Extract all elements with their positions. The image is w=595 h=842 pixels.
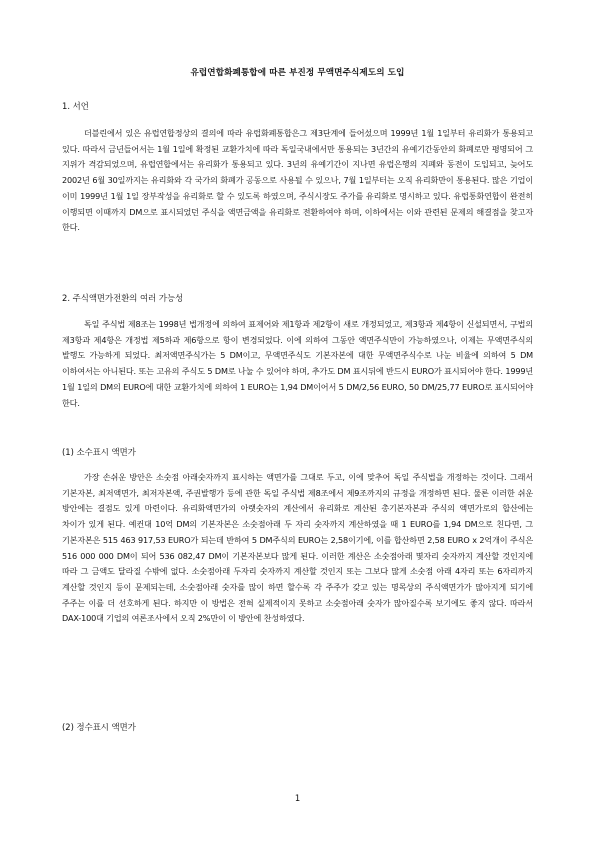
section-heading-conversion-options: 2. 주식액면가전환의 여러 가능성 xyxy=(62,293,184,303)
paragraph-conversion-options: 독일 주식법 제8조는 1998년 법개정에 의하여 표제어와 제1항과 제2항이 새로 개정되었고, 제3항과 제4항이 신설되면서, 구법의 제3항과 제4항은 개정법 제5하과 제6항으로 항이 변경되었다. 이에 의하여 그동안 액면주식만이 가능하였으나, 이제는 무액면주식의 발행도 가능하게 되었다. 최저액면주식가는 5 DM이고, 무액면주식도 기본자본에 대한 무액면주식수로 나눈 비율에 의하여 5 DM 이하여서는 아니된다. 또는 고유의 주식도 5 DM로 나눌 수 있어야 하며, 추가도 DM 표시뒤에 반드시 EURO가 표시되어야 한다. 1999년 1월 1일의 DM의 EURO에 대한 교환가치에 의하여 1 EURO는 1,94 DM이어서 5 DM/2,56 EURO, 50 DM/25,77 EURO로 표시되어야 한다. xyxy=(62,319,533,408)
page-number: 1 xyxy=(294,793,301,803)
section-heading-decimal-par-value: (1) 소수표시 액면가 xyxy=(62,447,136,457)
section-heading-introduction: 1. 서언 xyxy=(62,101,89,111)
paragraph-introduction: 더블린에서 있은 유럽연합정상의 결의에 따라 유럽화폐통합은그 제3단계에 들어섰으며 1999년 1월 1일부터 유리화가 통용되고 있다. 따라서 금년들어서는 1월 1일에 확정된 교환가치에 따라 독일국내에서만 통용되는 3년간의 유예기간동안의 화폐로만 평명되어 그 지위가 격감되었으며, 유럽연합에서는 유리화가 통용되고 있다. 3년의 유예기간이 지나면 유럽은행의 지폐와 동전이 도입되고, 늦어도 2002년 6월 30일까지는 유리화와 각 국가의 화폐가 공동으로 사용될 수 있으나, 7월 1일부터는 오직 유리화만이 통용된다. 많은 기업이 이미 1999년 1월 1일 장부작성을 유리화로 할 수 있도록 하였으며, 주식시장도 주가를 유리화로 명시하고 있다. 유럽통화연합이 완전히 이행되면 이때까지 DM으로 표시되었던 주식을 액면금액을 유리화로 전환하여야 하며, 이하에서는 이와 관련된 문제의 해결점을 찾고자 한다. xyxy=(62,128,533,233)
paragraph-decimal-par-value: 가장 손쉬운 방안은 소숫점 아래숫자까지 표시하는 액면가를 그대로 두고, 이에 맞추어 독일 주식법을 개정하는 것이다. 그래서 기본자본, 최저액면가, 최저자본액, 주권발행가 등에 관한 독일 주식법 제8조에서 제9조까지의 규정을 개정하면 된다. 물론 이러한 쉬운 방안에는 결점도 있게 마련이다. 유리화액면가의 아랫숫자의 계산에서 유리화로 계산된 총기본자본과 주식의 액면가로의 합산에는 차이가 있게 된다. 예컨대 10억 DM의 기본자본은 소숫점아래 두 자리 숫자까지 계산하였을 때 1 EURO를 1,94 DM으로 친다면, 그 기본자본은 515 463 917,53 EURO가 되는데 반하여 5 DM주식의 EURO는 2,58이기에, 이를 합산하면 2,58 EURO x 2억개이 주식은 516 000 000 DM이 되어 536 082,47 DM이 기본자본보다 많게 된다. 이러한 계산은 소숫점아래 몇자리 숫자까지 계산할 것인지에 따라 그 금액도 달라질 수밖에 없다. 소숫점아래 두자리 숫자까지 계산할 것인지 또는 그보다 많게 소숫점 아래 4자리 또는 6자리까지 계산할 것인지 등이 문제되는데, 소숫점아래 숫자를 많이 하면 할수록 각 주주가 갖고 있는 명목상의 주식액면가가 많아지게 되기에 주주는 이를 더 선호하게 된다. 하지만 이 방법은 전혀 실제적이지 못하고 소숫점아래 숫자가 많아질수록 보기에도 좋지 않다. 따라서 DAX-100대 기업의 여론조사에서 오직 2%만이 이 방안에 찬성하였다. xyxy=(62,472,533,624)
section-heading-integer-par-value: (2) 정수표시 액면가 xyxy=(62,722,136,732)
document-title: 유럽연합화폐통합에 따른 부진정 무액면주식제도의 도입 xyxy=(190,68,405,78)
